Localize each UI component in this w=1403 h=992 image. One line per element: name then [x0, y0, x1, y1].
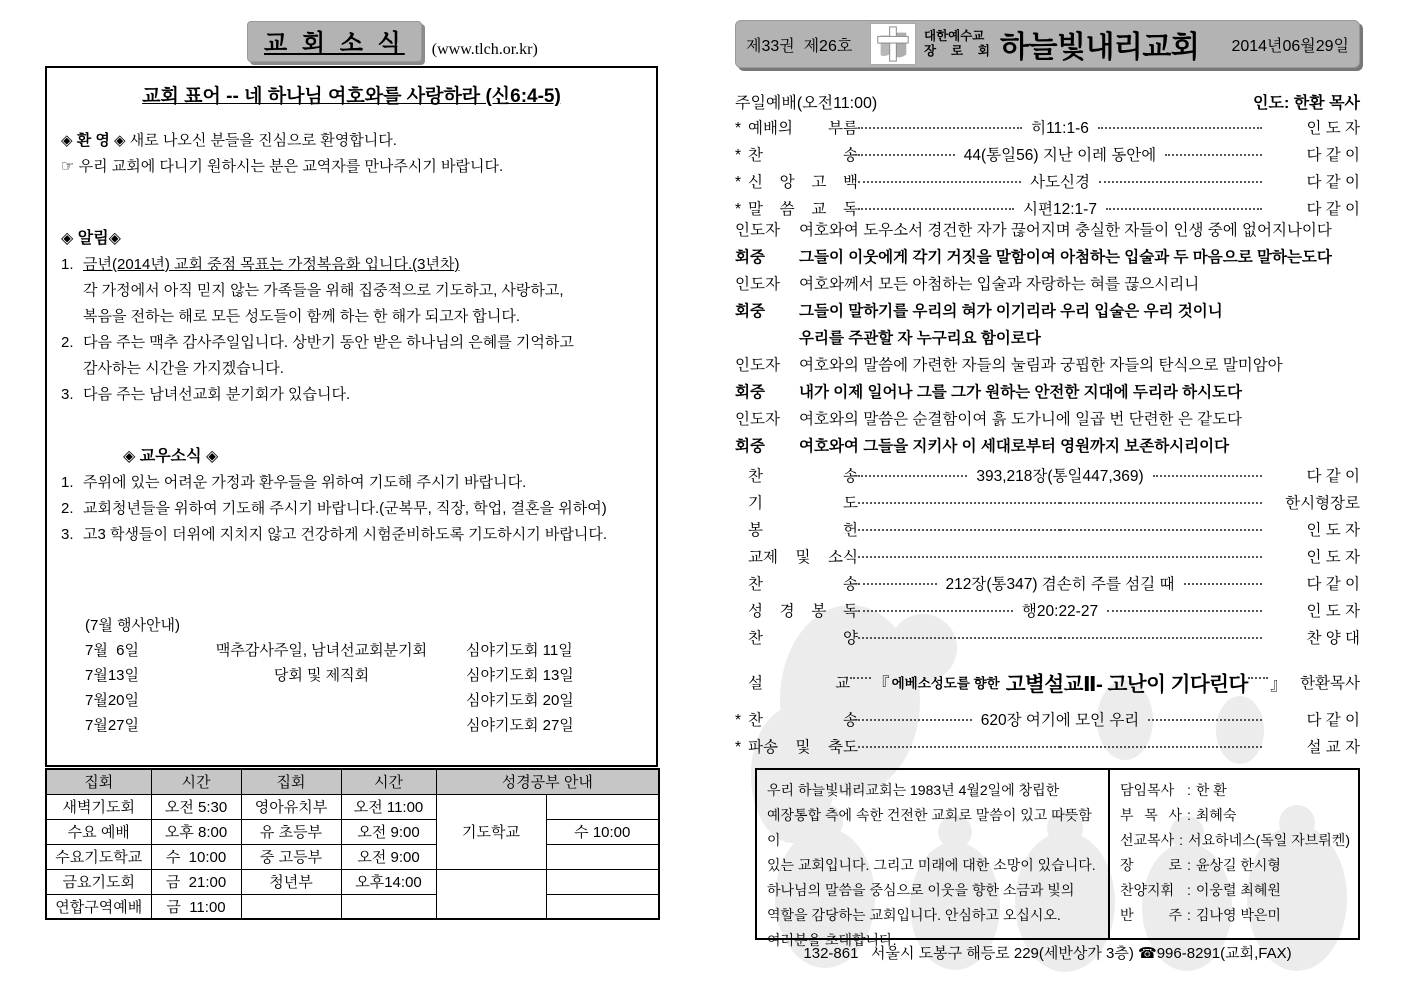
reading-text: 여호와의 말씀에 가련한 자들의 눌림과 궁핍한 자들의 탄식으로 말미암아 — [799, 357, 1283, 374]
july-event-row — [85, 688, 634, 713]
worship-item-label: 예배의 부름 — [748, 120, 858, 137]
worship-line — [735, 545, 1360, 572]
worship-item-content: 393,218장(통일447,369) — [976, 468, 1144, 485]
intro-line: 우리 하늘빛내리교회는 1983년 4월2일에 창립한 — [767, 782, 1060, 798]
reading-text: 여호와여 도우소서 경건한 자가 끊어지며 충실한 자들이 인생 중에 없어지나이다 — [799, 222, 1332, 239]
time-cell: 오전 5:30 — [151, 794, 241, 819]
leader-dots — [858, 502, 1060, 504]
leader-dots — [1060, 637, 1262, 639]
meeting-cell: 금요기도회 — [46, 869, 151, 894]
reading-line — [735, 299, 1360, 326]
staff-row — [1120, 903, 1348, 928]
meeting-cell: 수요기도학교 — [46, 844, 151, 869]
reading-speaker: 회중 — [735, 249, 765, 266]
order-of-worship-1 — [735, 116, 1360, 224]
leader-dots — [1098, 127, 1262, 129]
worship-line — [735, 464, 1360, 491]
denomination-line1: 대한예수교 — [924, 29, 985, 43]
worship-item-label: 찬 양 — [748, 630, 858, 647]
leader-dots — [1060, 556, 1262, 558]
table-row — [46, 869, 659, 894]
leader-dots — [858, 637, 1060, 639]
reading-line — [735, 218, 1360, 245]
july-event-row — [85, 713, 634, 738]
item-number: 2. — [61, 500, 74, 517]
time-cell: 오전 9:00 — [341, 819, 436, 844]
member-news-item — [61, 496, 646, 522]
worship-line — [735, 491, 1360, 518]
reading-speaker: 회중 — [735, 303, 765, 320]
time-cell: 오후14:00 — [341, 869, 436, 894]
staff-row — [1120, 803, 1348, 828]
leader-dots — [858, 556, 1060, 558]
reading-speaker: 인도자 — [735, 276, 780, 293]
night-prayer: 심야기도회 27일 — [466, 717, 574, 734]
worship-item-content: 시편12:1-7 — [1023, 201, 1097, 218]
staff-name: 서요하네스(독일 자브뤼켄) — [1188, 832, 1350, 848]
worship-item-performer: 찬 양 대 — [1306, 630, 1360, 647]
notice-item — [61, 382, 646, 408]
july-event-row — [85, 638, 634, 663]
leader-dots — [1148, 719, 1262, 721]
worship-line — [735, 572, 1360, 599]
worship-item-label: 찬 송 — [748, 147, 858, 164]
notice-text: 금년(2014년) 교회 중점 목표는 가정복음화 입니다.(3년차) — [83, 256, 460, 273]
welcome-line — [61, 128, 646, 154]
intro-line: 있는 교회입니다. 그리고 미래에 대한 소망이 있습니다. — [767, 857, 1096, 873]
event-name: 맥추감사주일, 남녀선교회분기회 — [215, 642, 428, 659]
denomination-cross-logo — [870, 23, 916, 65]
notice-text: 다음 주는 남녀선교회 분기회가 있습니다. — [83, 386, 351, 403]
worship-line — [735, 626, 1360, 653]
congregation-stand-marker: * — [735, 120, 742, 137]
leader-dots — [858, 154, 955, 156]
empty-cell — [546, 869, 659, 894]
leader-dots — [858, 475, 967, 477]
worship-line — [735, 599, 1360, 626]
sermon-series: 에베소성도를 향한 — [891, 676, 1000, 691]
leader-dots — [858, 529, 1060, 531]
intro-line: 하나님의 말씀을 중심으로 이웃을 향한 소금과 빛의 — [767, 882, 1075, 898]
church-name: 하늘빛내리교회 — [1000, 31, 1200, 64]
staff-row — [1120, 778, 1348, 803]
leader-dots — [1060, 502, 1262, 504]
worship-item-label: 교제 및 소식 — [748, 549, 858, 566]
worship-item-performer: 한시형장로 — [1285, 495, 1360, 512]
leader-dots — [858, 610, 1013, 612]
leader-dots — [858, 181, 1021, 183]
notice-number: 2. — [61, 334, 74, 351]
service-header — [735, 90, 1360, 113]
meeting-cell — [241, 894, 341, 919]
reading-text: 여호와의 말씀은 순결함이여 흙 도가니에 일곱 번 단련한 은 같도다 — [799, 411, 1243, 428]
notice-number: 3. — [61, 386, 74, 403]
empty-cell — [546, 844, 659, 869]
worship-item-label: 찬 송 — [748, 712, 858, 729]
col-header-bible-study: 성경공부 안내 — [436, 769, 659, 794]
meeting-cell: 수요 예배 — [46, 819, 151, 844]
worship-item-content: 212장(통347) 겸손히 주를 섬길 때 — [945, 576, 1175, 593]
worship-item-performer: 인 도 자 — [1306, 522, 1360, 539]
congregation-stand-marker: * — [735, 739, 742, 756]
table-header-row — [46, 769, 659, 794]
church-address-footer: 132-861 서울시 도봉구 해등로 229(세반상가 3층) ☎996-8291(교회,FAX) — [803, 945, 1292, 962]
staff-name: 최혜숙 — [1195, 807, 1237, 823]
left-page-header — [45, 20, 658, 62]
event-name — [177, 713, 466, 738]
weekly-schedule-table — [45, 768, 660, 920]
sermon-label: 설 교 — [748, 675, 851, 692]
worship-item-label: 말 씀 교 독 — [748, 201, 858, 218]
congregation-stand-marker: * — [735, 201, 742, 218]
july-events-title: (7월 행사안내) — [85, 617, 180, 634]
notices-section — [61, 226, 646, 408]
cross-icon — [874, 25, 912, 63]
colon: : — [1187, 782, 1191, 798]
leader-dots — [1060, 529, 1262, 531]
reading-text: 우리를 주관할 자 누구리요 함이로다 — [799, 330, 1041, 347]
leader-dots — [858, 719, 972, 721]
welcome-badge: ◈ 환 영 ◈ — [61, 132, 126, 149]
meeting-cell: 중 고등부 — [241, 844, 341, 869]
colon: : — [1187, 807, 1191, 823]
member-news-item — [61, 522, 646, 548]
congregation-stand-marker: * — [735, 174, 742, 191]
worship-item-label: 파송 및 축도 — [748, 739, 858, 756]
worship-line — [735, 735, 1360, 762]
worship-item-performer: 인 도 자 — [1306, 120, 1360, 137]
staff-name: 이웅렬 최혜원 — [1195, 882, 1281, 898]
worship-item-label: 찬 송 — [748, 576, 858, 593]
reading-line — [735, 326, 1360, 353]
time-cell — [341, 894, 436, 919]
worship-line — [735, 170, 1360, 197]
worship-line — [735, 708, 1360, 735]
leader-dots — [1248, 677, 1268, 679]
time-cell: 금 21:00 — [151, 869, 241, 894]
worship-item-label: 찬 송 — [748, 468, 858, 485]
right-page — [735, 20, 1360, 980]
notice-text: 감사하는 시간을 가지겠습니다. — [83, 360, 284, 377]
notice-text: 다음 주는 맥추 감사주일입니다. 상반기 동안 받은 하나님의 은혜를 기억하고 — [83, 334, 574, 351]
church-website-url: (www.tlch.or.kr) — [431, 41, 538, 58]
service-time: 주일예배(오전11:00) — [735, 95, 878, 112]
event-date: 7월20일 — [85, 692, 140, 709]
order-of-worship-3 — [735, 708, 1360, 762]
welcome-note: ☞ 우리 교회에 다니기 원하시는 분은 교역자를 만나주시기 바랍니다. — [61, 158, 504, 175]
colon: : — [1187, 907, 1191, 923]
bracket-close: 』 — [1270, 674, 1288, 694]
worship-item-content: 620장 여기에 모인 우리 — [980, 712, 1140, 729]
leader-dots — [858, 583, 937, 585]
leader-dots — [1106, 208, 1262, 210]
staff-list — [1108, 770, 1358, 938]
col-header: 집회 — [46, 769, 151, 794]
item-text: 고3 학생들이 더위에 지치지 않고 건강하게 시험준비하도록 기도하시기 바랍니다. — [83, 526, 608, 543]
notice-text: 각 가정에서 아직 믿지 않는 가족들을 위해 집중적으로 기도하고, 사랑하고, — [83, 282, 564, 299]
staff-role: 부 목 사 — [1120, 807, 1182, 823]
meeting-cell: 청년부 — [241, 869, 341, 894]
notice-item — [61, 252, 646, 278]
reading-text: 내가 이제 일어나 그를 그가 원하는 안전한 지대에 두리라 하시도다 — [799, 384, 1243, 401]
reading-text: 여호와께서 모든 아첨하는 입술과 자랑하는 혀를 끊으시리니 — [799, 276, 1200, 293]
leader-dots — [1165, 154, 1262, 156]
worship-item-performer: 다 같 이 — [1306, 468, 1360, 485]
worship-item-content: 히11:1-6 — [1031, 120, 1089, 137]
bracket-open: 『 — [872, 674, 890, 694]
intro-line: 여러분을 초대합니다. — [767, 932, 897, 948]
item-text: 교회청년들을 위하여 기도해 주시기 바랍니다.(군복무, 직장, 학업, 결혼을 위하여) — [83, 500, 607, 517]
notices-title: ◈ 알림◈ — [61, 230, 121, 247]
night-prayer: 심야기도회 13일 — [466, 667, 574, 684]
staff-name: 김나영 박은미 — [1195, 907, 1281, 923]
congregation-stand-marker: * — [735, 147, 742, 164]
staff-role: 선교목사 — [1120, 832, 1175, 848]
worship-item-label: 기 도 — [748, 495, 858, 512]
leader-dots — [1184, 583, 1263, 585]
worship-item-performer: 인 도 자 — [1306, 603, 1361, 620]
worship-item-performer: 다 같 이 — [1306, 201, 1360, 218]
empty-cell — [436, 869, 546, 919]
reading-line — [735, 407, 1360, 434]
left-content-box — [45, 66, 658, 767]
reading-line — [735, 434, 1360, 461]
staff-role: 장 로 — [1120, 857, 1182, 873]
notice-number: 1. — [61, 256, 74, 273]
worship-item-label: 봉 헌 — [748, 522, 858, 539]
leader-dots — [1099, 181, 1262, 183]
reading-speaker: 회중 — [735, 438, 765, 455]
member-news-section — [61, 444, 646, 548]
july-event-row — [85, 663, 634, 688]
member-news-title: ◈ 교우소식 ◈ — [123, 448, 219, 465]
event-date: 7월27일 — [85, 717, 140, 734]
reading-speaker: 인도자 — [735, 411, 780, 428]
reading-line — [735, 245, 1360, 272]
night-prayer: 심야기도회 20일 — [466, 692, 574, 709]
table-row — [46, 794, 659, 819]
event-date: 7월 6일 — [85, 642, 139, 659]
meeting-cell: 영아유치부 — [241, 794, 341, 819]
item-text: 주위에 있는 어려운 가정과 환우들을 위하여 기도해 주시기 바랍니다. — [83, 474, 527, 491]
item-number: 3. — [61, 526, 74, 543]
welcome-text: 새로 나오신 분들을 진심으로 환영합니다. — [129, 132, 397, 149]
church-news-title-box — [247, 21, 422, 62]
responsive-reading — [735, 218, 1360, 461]
empty-cell — [546, 794, 659, 819]
leader-dots — [1060, 746, 1262, 748]
event-name — [177, 688, 466, 713]
leader-dots — [850, 677, 870, 679]
member-news-item — [61, 470, 646, 496]
reading-line — [735, 353, 1360, 380]
worship-item-content: 행20:22-27 — [1021, 603, 1099, 620]
col-header: 시간 — [151, 769, 241, 794]
left-page — [45, 20, 658, 916]
staff-name: 윤상길 한시형 — [1195, 857, 1281, 873]
col-header: 시간 — [341, 769, 436, 794]
bulletin-date: 2014년06월29일 — [1231, 37, 1349, 55]
event-date: 7월13일 — [85, 667, 140, 684]
time-cell: 수 10:00 — [151, 844, 241, 869]
meeting-cell: 유 초등부 — [241, 819, 341, 844]
reading-speaker: 회중 — [735, 384, 765, 401]
colon: : — [1179, 832, 1183, 848]
worship-line — [735, 143, 1360, 170]
colon: : — [1187, 882, 1191, 898]
reading-speaker: 인도자 — [735, 222, 780, 239]
church-info-box — [755, 768, 1360, 948]
leader-dots — [1107, 610, 1262, 612]
worship-line — [735, 116, 1360, 143]
table-row — [46, 844, 659, 869]
july-events-section — [85, 613, 634, 738]
staff-role: 찬양지휘 — [1120, 882, 1175, 898]
sermon-preacher: 한환목사 — [1300, 675, 1360, 692]
reading-line — [735, 380, 1360, 407]
meeting-cell: 연합구역예배 — [46, 894, 151, 919]
time-cell: 오전 9:00 — [341, 844, 436, 869]
time-cell: 금 11:00 — [151, 894, 241, 919]
church-introduction — [757, 770, 1108, 948]
worship-item-performer: 설 교 자 — [1306, 739, 1360, 756]
table-row — [46, 894, 659, 919]
worship-item-label: 성 경 봉 독 — [748, 603, 858, 620]
time-cell: 오전 11:00 — [341, 794, 436, 819]
staff-role: 담임목사 — [1120, 782, 1175, 798]
worship-item-performer: 다 같 이 — [1306, 712, 1361, 729]
reading-text: 여호와여 그들을 지키사 이 세대로부터 영원까지 보존하시리이다 — [799, 438, 1230, 455]
denomination-name — [924, 29, 990, 59]
notice-text: 복음을 전하는 해로 모든 성도들이 함께 하는 한 해가 되고자 합니다. — [83, 308, 521, 325]
item-number: 1. — [61, 474, 74, 491]
staff-row — [1120, 878, 1348, 903]
staff-row — [1120, 828, 1348, 853]
meeting-cell: 새벽기도회 — [46, 794, 151, 819]
worship-item-performer: 인 도 자 — [1306, 549, 1360, 566]
service-leader: 인도: 한환 목사 — [1253, 95, 1360, 112]
worship-line — [735, 518, 1360, 545]
worship-item-performer: 다 같 이 — [1306, 147, 1361, 164]
event-name: 당회 및 제직회 — [273, 667, 370, 684]
staff-name: 한 환 — [1195, 782, 1227, 798]
church-news-title: 교 회 소 식 — [264, 30, 405, 57]
worship-item-performer: 다 같 이 — [1306, 576, 1361, 593]
worship-item-performer: 다 같 이 — [1306, 174, 1360, 191]
time-cell: 오후 8:00 — [151, 819, 241, 844]
worship-item-content: 44(통일56) 지난 이레 동안에 — [963, 147, 1157, 164]
intro-line: 예장통합 측에 속한 건전한 교회로 말씀이 있고 따뜻함이 — [767, 807, 1092, 848]
reading-speaker: 인도자 — [735, 357, 780, 374]
denomination-line2: 장 로 회 — [924, 44, 990, 58]
leader-dots — [1153, 475, 1262, 477]
reading-line — [735, 272, 1360, 299]
bible-study-time-cell: 수 10:00 — [546, 819, 659, 844]
congregation-stand-marker: * — [735, 712, 742, 729]
leader-dots — [858, 746, 1060, 748]
order-of-worship-2 — [735, 464, 1360, 653]
worship-item-content: 사도신경 — [1030, 174, 1090, 191]
welcome-section — [61, 128, 646, 180]
worship-item-label: 신 앙 고 백 — [748, 174, 858, 191]
staff-role: 반 주 — [1120, 907, 1182, 923]
empty-cell — [546, 894, 659, 919]
sermon-line — [735, 662, 1360, 702]
colon: : — [1187, 857, 1191, 873]
intro-line: 역할을 감당하는 교회입니다. 안심하고 오십시오. — [767, 907, 1061, 923]
notice-item — [61, 330, 646, 356]
reading-text: 그들이 말하기를 우리의 혀가 이기리라 우리 입술은 우리 것이니 — [799, 303, 1223, 320]
leader-dots — [858, 208, 1014, 210]
night-prayer: 심야기도회 11일 — [466, 642, 573, 659]
volume-issue: 제33권 제26호 — [746, 37, 853, 55]
church-motto: 교회 표어 -- 네 하나님 여호와를 사랑하라 (신6:4-5) — [142, 86, 561, 107]
table-row — [46, 819, 659, 844]
staff-row — [1120, 853, 1348, 878]
reading-text: 그들이 이웃에게 각기 거짓을 말함이여 아첨하는 입술과 두 마음으로 말하는도다 — [799, 249, 1332, 266]
sermon-title: 고별설교Ⅱ- 고난이 기다린다 — [1005, 673, 1248, 696]
col-header: 집회 — [241, 769, 341, 794]
bible-study-name-cell: 기도학교 — [436, 794, 546, 869]
leader-dots — [858, 127, 1022, 129]
masthead-bar — [735, 20, 1360, 68]
